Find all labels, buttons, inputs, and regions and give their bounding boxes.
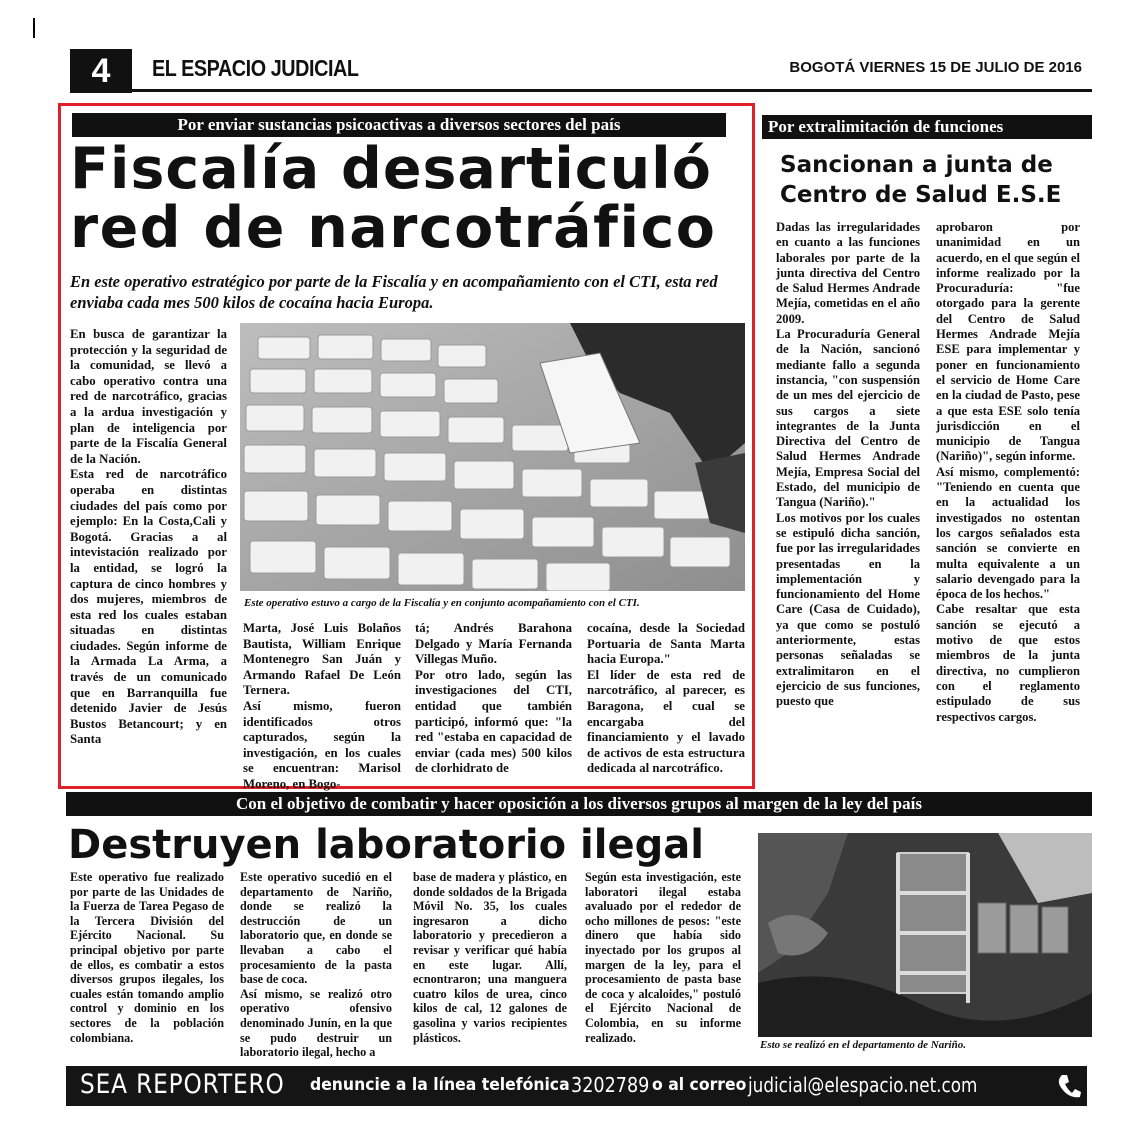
paragraph: Marta, José Luis Bolaños Bautista, William Enrique Montenegro San Juán y Armando Rafael De León Ternera.: [243, 621, 401, 698]
jungle-lab-photo: [758, 833, 1092, 1037]
main-lede: En este operativo estratégico por parte de la Fiscalía y en acompañamiento con el CTI, esta red enviaba cada mes 500 kilos de cocaína hacia Europa.: [70, 272, 718, 312]
margin-mark: [33, 18, 35, 38]
paragraph: La Procuraduría General de la Nación, sancionó mediante fallo a segunda instancia, "con suspensión de un mes del ejercicio de sus cargos a siete integrantes de la Junta Directiva del Centro de Salud Hermes Andrade Mejía, Empresa Social del Estado, del municipio de Tangua (Nariño).": [776, 327, 920, 510]
footer-email[interactable]: judicial@elespacio.net.com: [748, 1073, 978, 1097]
paragraph: Los motivos por los cuales se estipuló dicha sanción, fue por las irregularidades presentadas en la implementación y funcionamiento del Home Care (Casa de Cuidado), ya que como se postuló anteriormente, estas personas señaladas se extralimitaron en el ejercicio de sus funciones, puesto que: [776, 510, 920, 709]
main-column-2: [243, 621, 401, 793]
phone-icon: [1056, 1072, 1082, 1100]
main-column-4: [587, 621, 745, 777]
paragraph: cocaína, desde la Sociedad Portuaria de Santa Marta hacia Europa.": [587, 621, 745, 667]
paragraph: aprobaron por unanimidad en un acuerdo, en el que según el informe realizado por la Procuraduría: "fue otorgado para la gerente del Centro de Salud Hermes Andrade Mejía ESE para implementar y poner en funcionamiento el servicio de Home Care en la ciudad de Pasto, pese a que esta ESE solo tenía jurisdicción en el municipio de Tangua (Nariño)", según informe.: [936, 220, 1080, 464]
cocaine-packages-photo: [240, 323, 745, 591]
footer-banner: [66, 1066, 1087, 1106]
bottom-column-4: [585, 870, 741, 1045]
paragraph: tá; Andrés Barahona Delgado y María Fernanda Villegas Muño.: [415, 621, 572, 667]
page-number: 4: [70, 49, 132, 93]
main-photo-caption: Este operativo estuvo a cargo de la Fiscalía y en conjunto acompañamiento con el CTI.: [244, 597, 640, 609]
bottom-headline: Destruyen laboratorio ilegal: [68, 822, 704, 868]
paragraph: base de madera y plástico, en donde soldados de la Brigada Móvil No. 35, los cuales ingresaron a dicho laboratorio y precedieron a revisar y verificar qué había en este lugar. Allí, ecnontraron; una manguera cuatro kilos de urea, cinco kilos de cal, 12 galones de gasolina y varios recipientes plásticos.: [413, 870, 567, 1045]
bottom-kicker: [66, 792, 1092, 816]
main-headline-1: Fiscalía desarticuló: [70, 136, 712, 202]
paragraph: En busca de garantizar la protección y la seguridad de la comunidad, se llevó a cabo operativo contra una red de narcotráfico, gracias a la ardua investigación y plan de inteligencia por parte de la Fiscalía General de la Nación.: [70, 327, 227, 466]
paragraph: Así mismo, se realizó otro operativo ofensivo denominado Junín, en la que se pudo destruir un laboratorio ilegal, hecho a: [240, 986, 392, 1060]
footer-text-1: denuncie a la línea telefónica: [310, 1075, 570, 1095]
bottom-kicker-text: Con el objetivo de combatir y hacer oposición a los diversos grupos al margen de la ley del país: [236, 794, 922, 813]
paragraph: Este operativo sucedió en el departamento de Nariño, donde se realizó la destrucción de un laboratorio que, en donde se llevaban a cabo el procesamiento de la pasta base de coca.: [240, 870, 392, 987]
paragraph: Así mismo, complementó: "Teniendo en cuenta que en la actualidad los investigados no ostentan los cargos señalados esta sanción se convierte en multa equivalente a un salario devengado para la época de los hechos.": [936, 464, 1080, 602]
header-rule: [132, 89, 1092, 92]
page-header: [70, 47, 1092, 93]
issue-date: BOGOTÁ VIERNES 15 DE JULIO DE 2016: [789, 59, 1082, 76]
paragraph: Así mismo, fueron identificados otros capturados, según la investigación, en los cuales se encuentran: Marisol Moreno, en Bogo-: [243, 698, 401, 791]
main-column-1: [70, 327, 227, 782]
main-kicker: [72, 113, 726, 137]
footer-phone[interactable]: 3202789: [571, 1073, 650, 1097]
main-photo: [240, 323, 745, 591]
paragraph: Según esta investigación, este laboratori ilegal estaba avaluado por el rededor de ocho millones de pesos: "este dinero que había sido inyectado por los grupos al margen de la ley, para el procesamiento de pasta base de coca y alcaloides," postuló el Ejército Nacional de Colombia, en su informe realizado.: [585, 870, 741, 1045]
bottom-column-2: [240, 870, 392, 1060]
section-name: EL ESPACIO JUDICIAL: [152, 55, 359, 81]
side-kicker-text: Por extralimitación de funciones: [768, 117, 1004, 136]
side-column-2: [936, 220, 1080, 725]
side-kicker: [762, 115, 1092, 139]
lab-photo: [758, 833, 1092, 1037]
main-column-3: [415, 621, 572, 777]
paragraph: Cabe resaltar que esta sanción se ejecutó a motivo de que estos miembros de la junta directiva, no cumplieron con el reglamento estipulado de sus respectivos cargos.: [936, 602, 1080, 724]
footer-text-2: o al correo: [652, 1075, 747, 1095]
paragraph: Esta red de narcotráfico operaba en distintas ciudades del país como por ejemplo: En la Costa,Cali y Bogotá. Gracias a al intevistación realizado por la entidad, se logró la captura de cinco hombres y dos mujeres, miembros de esta red los cuales estaban situadas en distintas ciudades. Según informe de la Armada La Arma, a través de un comunicado que en Barranquilla fue detenido Javier de Jesús Bustos Betancourt; y en Santa: [70, 467, 227, 747]
bottom-column-3: [413, 870, 567, 1045]
main-headline-2: red de narcotráfico: [70, 195, 717, 261]
footer-brand: SEA REPORTERO: [80, 1069, 285, 1100]
paragraph: Este operativo fue realizado por parte de las Unidades de la Fuerza de Tarea Pegaso de la Tercera División del Ejército Nacional. Su principal objetivo por parte de ellos, es combatir a estos diversos grupos ilegales, los cuales están tomando amplio control y dominio en los sectores de la población colombiana.: [70, 870, 224, 1045]
paragraph: Por otro lado, según las investigaciones del CTI, entidad que también participó, informó que: "la red "estaba en capacidad de enviar (cada mes) 500 kilos de clorhidrato de: [415, 667, 572, 776]
paragraph: El líder de esta red de narcotráfico, al parecer, es Baragona, el cual se encargaba del financiamiento y el lavado de activos de esta estructura dedicada al narcotráfico.: [587, 667, 745, 776]
lab-photo-caption: Esto se realizó en el departamento de Nariño.: [760, 1039, 966, 1051]
bottom-column-1: [70, 870, 224, 1045]
side-headline-1: Sancionan a junta de: [780, 152, 1053, 178]
side-column-1: [776, 220, 920, 710]
paragraph: Dadas las irregularidades en cuanto a las funciones laborales por parte de la junta directiva del Centro de Salud Hermes Andrade Mejía, cometidas en el año 2009.: [776, 220, 920, 326]
side-headline-2: Centro de Salud E.S.E: [780, 182, 1062, 208]
main-kicker-text: Por enviar sustancias psicoactivas a diversos sectores del país: [177, 115, 621, 134]
